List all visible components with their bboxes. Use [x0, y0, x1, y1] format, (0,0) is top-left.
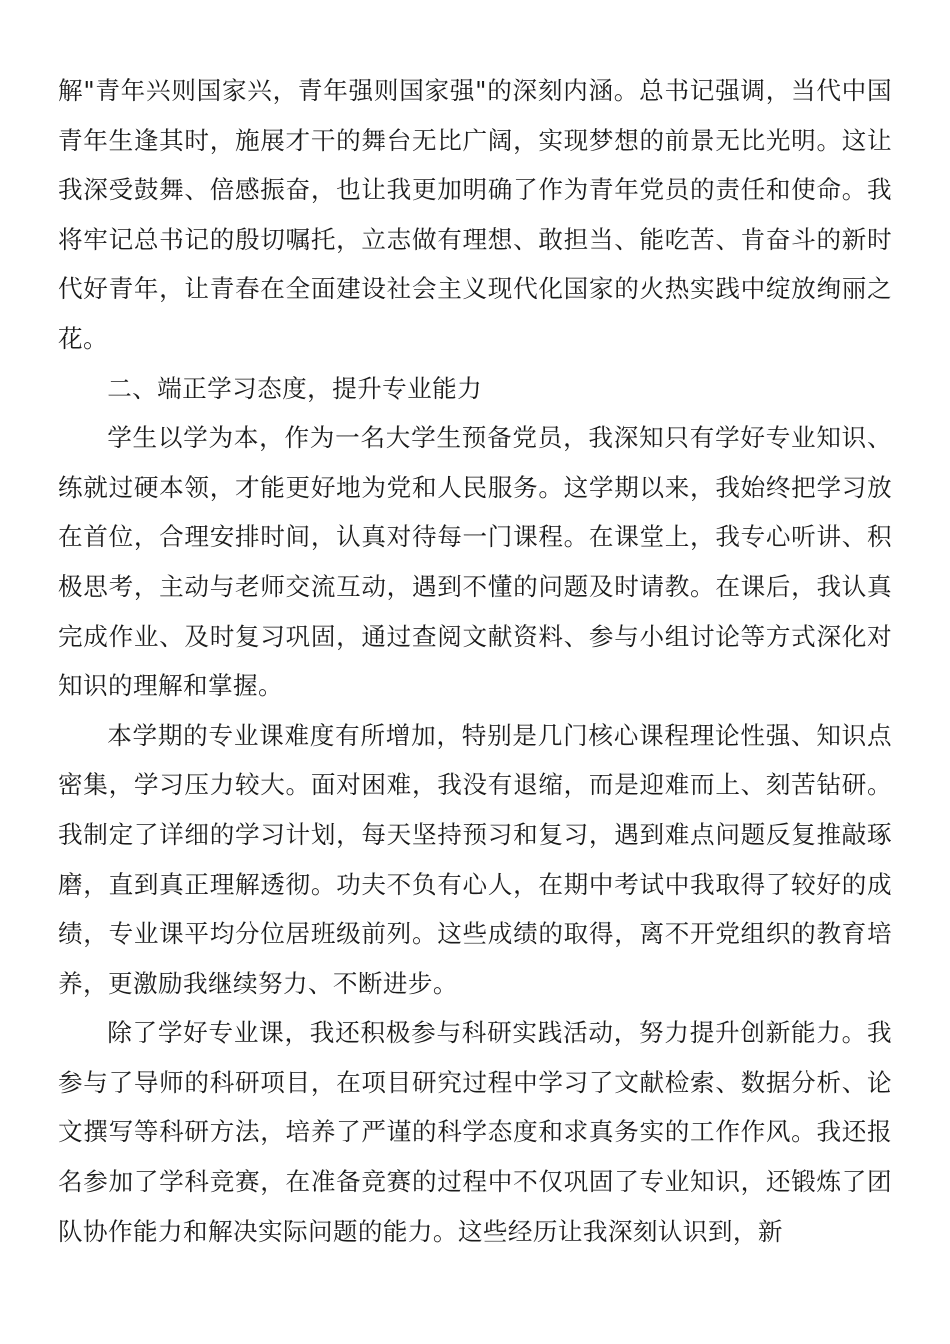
- section-heading-study-attitude: 二、端正学习态度，提升专业能力: [107, 373, 483, 403]
- paragraph-professional-courses: 本学期的专业课难度有所增加，特别是几门核心课程理论性强、知识点密集，学习压力较大。面对困难，我没有退缩，而是迎难而上、刻苦钻研。我制定了详细的学习计划，每天坚持预习和复习，遇到难点问题反复推敲琢磨，直到真正理解透彻。功夫不负有心人，在期中考试中我取得了较好的成绩，专业课平均分位居班级前列。这些成绩的取得，离不开党组织的教育培养，更激励我继续努力、不断进步。: [58, 720, 892, 998]
- paragraph-research-practice: 除了学好专业课，我还积极参与科研实践活动，努力提升创新能力。我参与了导师的科研项目，在项目研究过程中学习了文献检索、数据分析、论文撰写等科研方法，培养了严谨的科学态度和求真务实的工作作风。我还报名参加了学科竞赛，在准备竞赛的过程中不仅巩固了专业知识，还锻炼了团队协作能力和解决实际问题的能力。这些经历让我深刻认识到，新: [58, 1018, 892, 1246]
- document-page: [58, 66, 892, 1256]
- paragraph-continuation: 解"青年兴则国家兴，青年强则国家强"的深刻内涵。总书记强调，当代中国青年生逢其时，施展才干的舞台无比广阔，实现梦想的前景无比光明。这让我深受鼓舞、倍感振奋，也让我更加明确了作为青年党员的责任和使命。我将牢记总书记的殷切嘱托，立志做有理想、敢担当、能吃苦、肯奋斗的新时代好青年，让青春在全面建设社会主义现代化国家的火热实践中绽放绚丽之花。: [58, 76, 892, 353]
- paragraph-study-foundation: 学生以学为本，作为一名大学生预备党员，我深知只有学好专业知识、练就过硬本领，才能更好地为党和人民服务。这学期以来，我始终把学习放在首位，合理安排时间，认真对待每一门课程。在课堂上，我专心听讲、积极思考，主动与老师交流互动，遇到不懂的问题及时请教。在课后，我认真完成作业、及时复习巩固，通过查阅文献资料、参与小组讨论等方式深化对知识的理解和掌握。: [58, 423, 892, 701]
